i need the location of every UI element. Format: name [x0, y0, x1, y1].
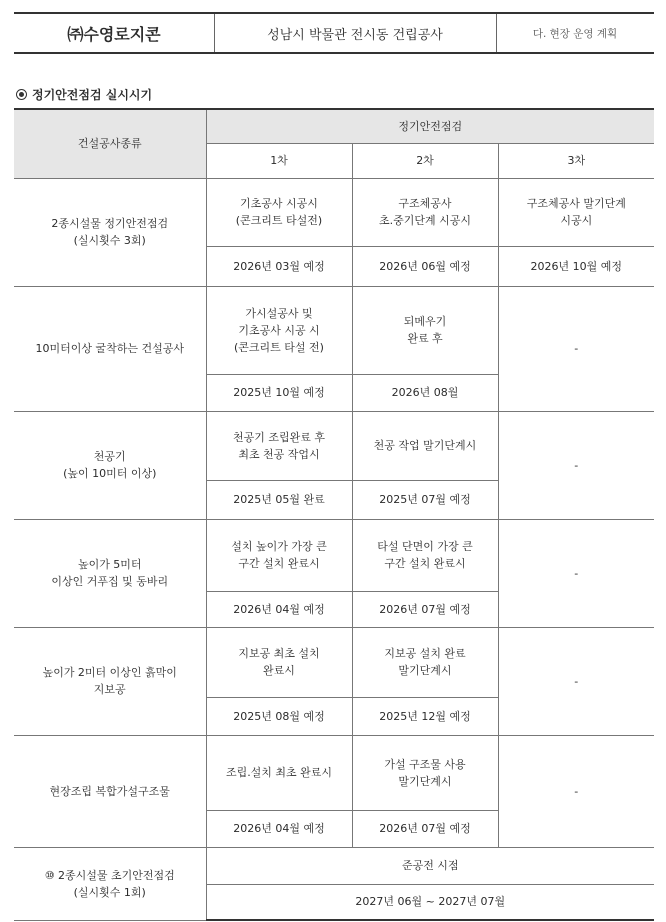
inspection-date: 2025년 12월 예정: [352, 697, 498, 735]
row-label: 천공기 (높이 10미터 이상): [14, 411, 206, 519]
circle-bullet-icon: [16, 89, 27, 100]
inspection-timing: 지보공 최초 설치 완료시: [206, 627, 352, 697]
section-title: 정기안전점검 실시시기: [32, 88, 153, 102]
inspection-timing: 구조체공사 초.중기단계 시공시: [352, 178, 498, 246]
inspection-timing: 천공 작업 말기단계시: [352, 411, 498, 480]
inspection-date: 2026년 08월: [352, 374, 498, 411]
inspection-empty: -: [498, 286, 654, 411]
inspection-date: 2025년 10월 예정: [206, 374, 352, 411]
inspection-timing: 타설 단면이 가장 큰 구간 설치 완료시: [352, 519, 498, 591]
inspection-timing: 되메우기 완료 후: [352, 286, 498, 374]
inspection-empty: -: [498, 627, 654, 735]
header-construction-type: 건설공사종류: [14, 109, 206, 178]
row-label: 10미터이상 굴착하는 건설공사: [14, 286, 206, 411]
inspection-date: 2026년 07월 예정: [352, 810, 498, 847]
document-header: [14, 12, 654, 54]
company-name: ㈜수영로지콘: [67, 24, 161, 44]
inspection-date: 2025년 05월 완료: [206, 480, 352, 519]
inspection-date: 2025년 07월 예정: [352, 480, 498, 519]
inspection-timing: 조립.설치 최초 완료시: [206, 735, 352, 810]
row-label-initial-inspection: ⑩ 2종시설물 초기안전점검 (실시횟수 1회): [14, 847, 206, 920]
inspection-empty: -: [498, 411, 654, 519]
inspection-date: 2025년 08월 예정: [206, 697, 352, 735]
row-label: 2종시설물 정기안전점검 (실시횟수 3회): [14, 178, 206, 286]
inspection-timing: 구조체공사 말기단계 시공시: [498, 178, 654, 246]
inspection-date: 2026년 06월 예정: [352, 246, 498, 286]
row-label: 현장조립 복합가설구조물: [14, 735, 206, 847]
project-title: 성남시 박물관 전시동 건립공사: [267, 27, 443, 43]
inspection-timing: 천공기 조립완료 후 최초 천공 작업시: [206, 411, 352, 480]
inspection-empty: -: [498, 735, 654, 847]
row-label: 높이가 5미터 이상인 거푸집 및 동바리: [14, 519, 206, 627]
chapter-label: 다. 현장 운영 계획: [532, 27, 618, 40]
header-periodic-inspection: 정기안전점검: [206, 109, 654, 143]
inspection-timing: 설치 높이가 가장 큰 구간 설치 완료시: [206, 519, 352, 591]
header-round-3: 3차: [498, 143, 654, 178]
header-round-1: 1차: [206, 143, 352, 178]
inspection-date: 2026년 10월 예정: [498, 246, 654, 286]
header-round-2: 2차: [352, 143, 498, 178]
inspection-empty: -: [498, 519, 654, 627]
inspection-date: 2026년 04월 예정: [206, 591, 352, 627]
inspection-date: 2026년 03월 예정: [206, 246, 352, 286]
row-label: 높이가 2미터 이상인 흙막이 지보공: [14, 627, 206, 735]
inspection-timing: 준공전 시점: [206, 847, 654, 884]
inspection-date: 2027년 06월 ~ 2027년 07월: [206, 884, 654, 920]
section-heading: [16, 86, 152, 103]
inspection-timing: 가설 구조물 사용 말기단계시: [352, 735, 498, 810]
inspection-timing: 가시설공사 및 기초공사 시공 시 (콘크리트 타설 전): [206, 286, 352, 374]
inspection-schedule-table: [14, 108, 654, 921]
inspection-timing: 지보공 설치 완료 말기단계시: [352, 627, 498, 697]
inspection-date: 2026년 04월 예정: [206, 810, 352, 847]
inspection-date: 2026년 07월 예정: [352, 591, 498, 627]
inspection-timing: 기초공사 시공시 (콘크리트 타설전): [206, 178, 352, 246]
